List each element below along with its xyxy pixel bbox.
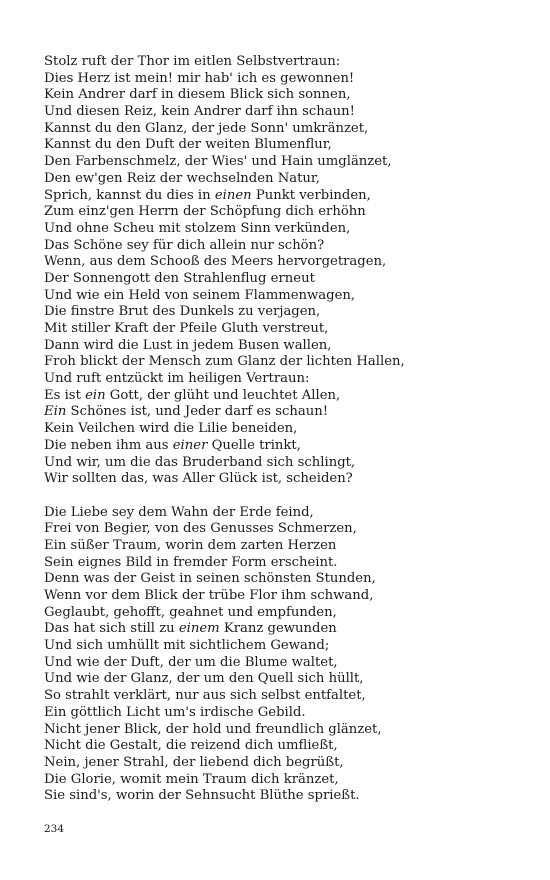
poem-line [44, 755, 524, 772]
poem-line [44, 705, 524, 722]
poem-line [44, 505, 524, 522]
poem-line [44, 188, 524, 205]
line-segment: Und ruft entzückt im heiligen Vertraun: [44, 371, 310, 387]
stanza [44, 54, 524, 488]
line-segment: Und wie der Glanz, der um den Quell sich hüllt, [44, 671, 364, 687]
line-segment: Und wie ein Held von seinem Flammenwagen, [44, 287, 356, 303]
poem-line [44, 204, 524, 221]
poem-line [44, 455, 524, 472]
line-segment: Sein eignes Bild in fremder Form erscheint. [44, 554, 338, 570]
emphasized-word: einer [172, 437, 208, 453]
line-segment: Geglaubt, gehofft, geahnet und empfunden, [44, 604, 337, 620]
emphasized-word: einen [214, 187, 252, 203]
poem-line [44, 555, 524, 572]
line-segment: Froh blickt der Mensch zum Glanz der lichten Hallen, [44, 354, 405, 370]
line-segment: Dann wird die Lust in jedem Busen wallen, [44, 337, 332, 353]
line-segment: Die Glorie, womit mein Traum dich kränzet, [44, 771, 339, 787]
emphasized-word: einem [178, 621, 220, 637]
poem-line [44, 688, 524, 705]
line-segment: Frei von Begier, von des Genusses Schmerzen, [44, 521, 357, 537]
poem-line [44, 404, 524, 421]
poem-line [44, 388, 524, 405]
poem-line [44, 238, 524, 255]
poem-line [44, 354, 524, 371]
poem-line [44, 71, 524, 88]
line-segment: Den ew'gen Reiz der wechselnden Natur, [44, 170, 320, 186]
poem-line [44, 655, 524, 672]
line-segment: Quelle trinkt, [207, 437, 301, 453]
line-segment: Ein göttlich Licht um's irdische Gebild. [44, 704, 306, 720]
poem-line [44, 288, 524, 305]
line-segment: Kranz gewunden [219, 621, 337, 637]
poem-line [44, 304, 524, 321]
poem-line [44, 772, 524, 789]
line-segment: Wir sollten das, was Aller Glück ist, scheiden? [44, 471, 353, 487]
poem-line [44, 321, 524, 338]
poem-line [44, 571, 524, 588]
line-segment: Nicht jener Blick, der hold und freundlich glänzet, [44, 721, 382, 737]
poem-line [44, 738, 524, 755]
line-segment: Wenn, aus dem Schooß des Meers hervorgetragen, [44, 254, 387, 270]
emphasized-word: ein [85, 387, 106, 403]
emphasized-word: Ein [44, 404, 67, 420]
line-segment: Es ist [44, 387, 86, 403]
poem-line [44, 137, 524, 154]
line-segment: Sprich, kannst du dies in [44, 187, 215, 203]
poem-line [44, 154, 524, 171]
poem-line [44, 722, 524, 739]
poem-line [44, 671, 524, 688]
poem-line [44, 54, 524, 71]
poem-line [44, 338, 524, 355]
line-segment: Kannst du den Glanz, der jede Sonn' umkränzet, [44, 120, 369, 136]
line-segment: Das Schöne sey für dich allein nur schön? [44, 237, 325, 253]
page-number: 234 [44, 823, 65, 835]
poem-line [44, 588, 524, 605]
poem-line [44, 438, 524, 455]
line-segment: Der Sonnengott den Strahlenflug erneut [44, 270, 315, 286]
line-segment: Kein Veilchen wird die Lilie beneiden, [44, 421, 298, 437]
line-segment: Dies Herz ist mein! mir hab' ich es gewonnen! [44, 70, 355, 86]
poem-line [44, 121, 524, 138]
stanza [44, 505, 524, 805]
line-segment: Kannst du den Duft der weiten Blumenflur, [44, 137, 332, 153]
line-segment: Wenn vor dem Blick der trübe Flor ihm schwand, [44, 588, 374, 603]
line-segment: Gott, der glüht und leuchtet Allen, [105, 387, 341, 403]
line-segment: Nein, jener Strahl, der liebend dich begrüßt, [44, 754, 344, 770]
poem-line [44, 638, 524, 655]
line-segment: Schönes ist, und Jeder darf es schaun! [66, 404, 329, 420]
poem-line [44, 371, 524, 388]
line-segment: Mit stiller Kraft der Pfeile Gluth verstreut, [44, 321, 329, 336]
poem-line [44, 605, 524, 622]
line-segment: Nicht die Gestalt, die reizend dich umfließt, [44, 738, 338, 754]
poem-line [44, 621, 524, 638]
line-segment: Das hat sich still zu [44, 621, 179, 637]
line-segment: Sie sind's, worin der Sehnsucht Blüthe sprießt. [44, 788, 360, 804]
poem-line [44, 104, 524, 121]
line-segment: Die Liebe sey dem Wahn der Erde feind, [44, 504, 314, 520]
line-segment: Und ohne Scheu mit stolzem Sinn verkünden, [44, 220, 351, 236]
line-segment: Stolz ruft der Thor im eitlen Selbstvertraun: [44, 54, 341, 69]
poem-line [44, 471, 524, 488]
line-segment: Kein Andrer darf in diesem Blick sich sonnen, [44, 87, 351, 103]
line-segment: Und sich umhüllt mit sichtlichem Gewand; [44, 638, 330, 654]
line-segment: Ein süßer Traum, worin dem zarten Herzen [44, 537, 337, 553]
line-segment: Zum einz'gen Herrn der Schöpfung dich erhöhn [44, 204, 366, 220]
line-segment: So strahlt verklärt, nur aus sich selbst entfaltet, [44, 688, 366, 704]
poem-line [44, 221, 524, 238]
line-segment: Und wie der Duft, der um die Blume waltet, [44, 654, 338, 670]
line-segment: Und wir, um die das Bruderband sich schlingt, [44, 454, 356, 470]
poem-line [44, 788, 524, 805]
poem-line [44, 87, 524, 104]
line-segment: Die neben ihm aus [44, 437, 173, 453]
line-segment: Die finstre Brut des Dunkels zu verjagen, [44, 304, 321, 320]
line-segment: Punkt verbinden, [251, 187, 371, 203]
line-segment: Denn was der Geist in seinen schönsten Stunden, [44, 571, 376, 587]
poem-text [44, 54, 524, 805]
poem-line [44, 538, 524, 555]
poem-line [44, 171, 524, 188]
poem-line [44, 254, 524, 271]
poem-line [44, 521, 524, 538]
poem-line [44, 421, 524, 438]
line-segment: Den Farbenschmelz, der Wies' und Hain umglänzet, [44, 154, 392, 170]
poem-line [44, 271, 524, 288]
line-segment: Und diesen Reiz, kein Andrer darf ihn schaun! [44, 104, 355, 120]
